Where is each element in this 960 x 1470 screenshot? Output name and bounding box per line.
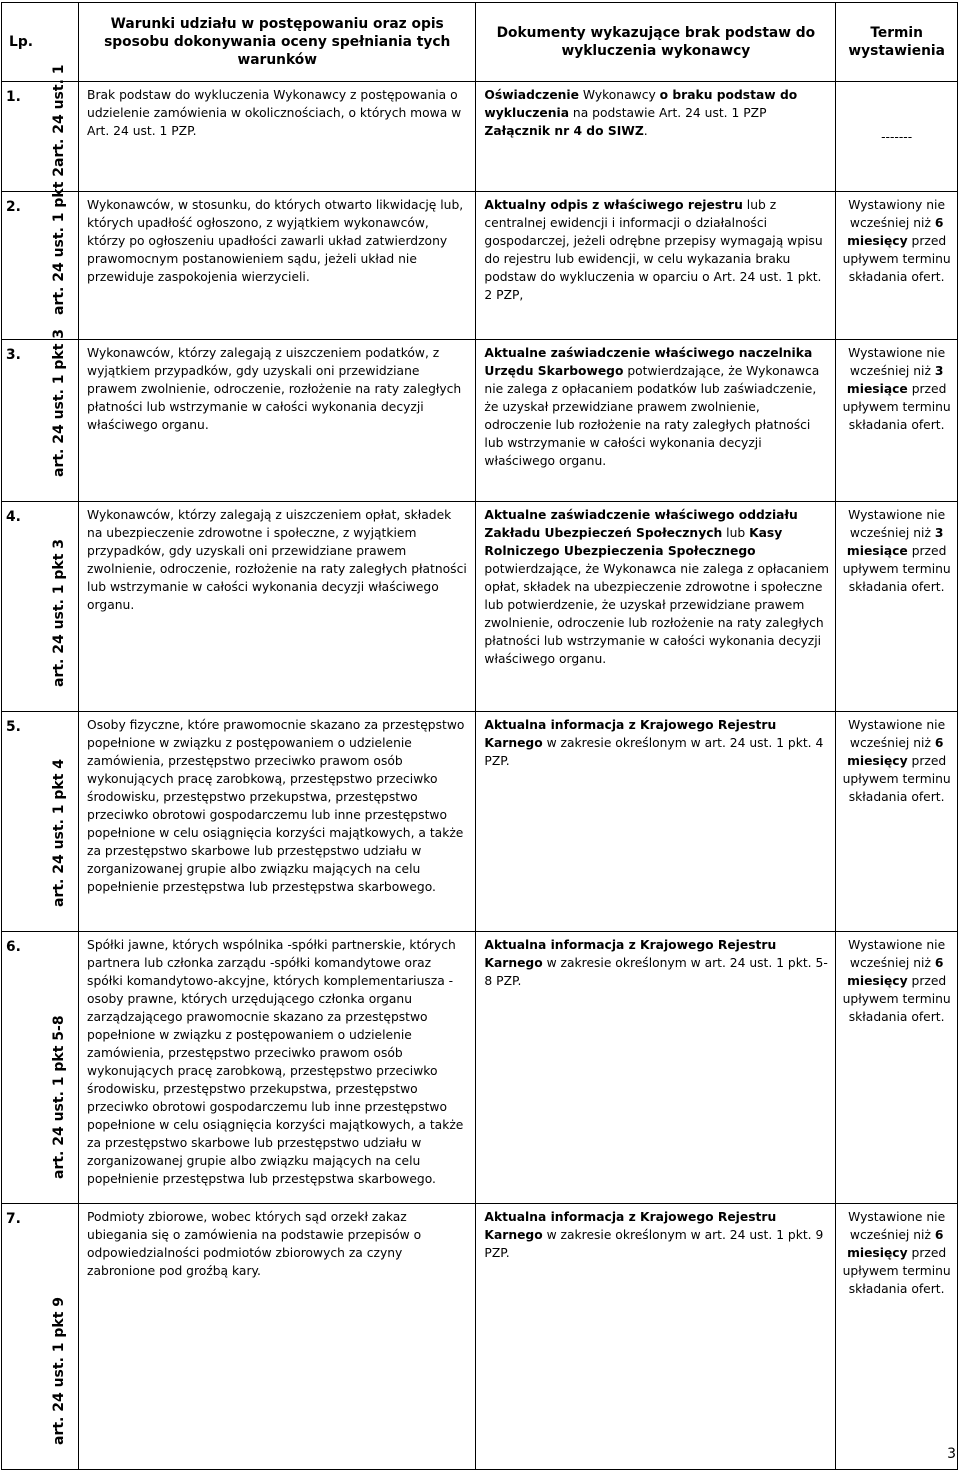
term-period: 3 miesiące xyxy=(846,364,944,396)
condition-text: Wykonawców, którzy zalegają z uiszczeniem podatków, z wyjątkiem przypadków, gdy uzyskali oni przewidziane prawem zwolnienie, odroczenie, rozłożenie na raty zaległych płatności lub wstrzymanie w całości wykonania decyzji właściwego organu. xyxy=(79,340,476,502)
term-text-c: przed upływem terminu składania ofert. xyxy=(842,754,951,804)
document-text xyxy=(476,712,836,932)
term-text-c: przed upływem terminu składania ofert. xyxy=(842,974,951,1024)
doc-text-1: Wykonawcy xyxy=(578,88,660,102)
doc-text-1: lub xyxy=(722,526,750,540)
condition-text: Brak podstaw do wykluczenia Wykonawcy z postępowania o udzielenie zamówienia w okolicznościach, o których mowa w Art. 24 ust. 1 PZP. xyxy=(79,82,476,192)
article-ref-cell xyxy=(40,712,79,932)
article-ref: art. 24 ust. 1 pkt 4 xyxy=(51,758,68,907)
article-ref: art. 24 ust. 1 pkt 2 xyxy=(51,166,68,315)
doc-text-1: lub z centralnej ewidencji i informacji o działalności gospodarczej, jeżeli odrębne przepisy wymagają wpisu do rejestru lub ewidencji, w celu wykazania braku podstaw do wykluczenia w oparciu o Art. 24 ust. 1 pkt. 2 PZP, xyxy=(484,198,823,302)
doc-bold-1: Oświadczenie xyxy=(484,88,579,102)
row-number: 1. xyxy=(2,82,41,192)
term-text-a: Wystawione nie wcześniej niż xyxy=(848,1210,946,1242)
doc-bold-1: Aktualne zaświadczenie właściwego naczelnika Urzędu Skarbowego xyxy=(484,346,813,378)
page-number: 3 xyxy=(947,1446,956,1462)
article-ref: art. 24 ust. 1 pkt 5-8 xyxy=(51,1015,68,1179)
doc-bold-3: Załącznik nr 4 do SIWZ xyxy=(484,124,644,138)
condition-text: Osoby fizyczne, które prawomocnie skazano za przestępstwo popełnione w związku z postępowaniem o udzielenie zamówienia, przestępstwo przeciwko prawom osób wykonujących pracę zarobkową, przestępstwo przeciwko środowisku, przestępstwo przekupstwa, przestępstwo przeciwko obrotowi gospodarczemu lub inne przestępstwo popełnione w celu osiągnięcia korzyści majątkowych, a także za przestępstwo skarbowe lub przestępstwo udziału w zorganizowanej grupie albo związku mających na celu popełnienie przestępstwa lub przestępstwa skarbowego. xyxy=(79,712,476,932)
term-cell xyxy=(836,340,958,502)
document-text xyxy=(476,82,836,192)
term-text-c: przed upływem terminu składania ofert. xyxy=(842,1246,951,1296)
condition-text: Wykonawców, w stosunku, do których otwarto likwidację lub, których upadłość ogłoszono, z wyjątkiem wykonawców, którzy po ogłoszeniu upadłości zawarli układ zatwierdzony prawomocnym postanowieniem sądu, jeżeli układ nie przewiduje zaspokojenia wierzycieli. xyxy=(79,192,476,340)
document-text xyxy=(476,340,836,502)
table-row xyxy=(2,82,958,192)
doc-text-2: na podstawie Art. 24 ust. 1 PZP xyxy=(569,106,767,120)
term-text-c: przed upływem terminu składania ofert. xyxy=(842,234,951,284)
doc-text-1: w zakresie określonym w art. 24 ust. 1 pkt. 9 PZP. xyxy=(484,1228,824,1260)
article-ref-cell xyxy=(40,932,79,1204)
document-text xyxy=(476,1204,836,1470)
term-cell xyxy=(836,1204,958,1470)
term-period: 6 miesięcy xyxy=(847,216,944,248)
term-cell xyxy=(836,192,958,340)
term-period: 3 miesiące xyxy=(846,526,944,558)
header-documents: Dokumenty wykazujące brak podstaw do wykluczenia wykonawcy xyxy=(476,3,836,82)
table-row xyxy=(2,502,958,712)
article-ref: art. 24 ust. 1 xyxy=(51,64,68,167)
term-text-a: Wystawione nie wcześniej niż xyxy=(848,938,946,970)
term-cell xyxy=(836,82,958,192)
term-text-a: Wystawione nie wcześniej niż xyxy=(848,718,946,750)
header-lp: Lp. xyxy=(2,3,41,82)
row-number: 2. xyxy=(2,192,41,340)
article-ref-cell xyxy=(40,166,79,340)
article-ref: art. 24 ust. 1 pkt 9 xyxy=(51,1296,68,1445)
doc-text-1: w zakresie określonym w art. 24 ust. 1 pkt. 5-8 PZP. xyxy=(484,956,828,988)
row-number: 5. xyxy=(2,712,41,932)
table-row xyxy=(2,932,958,1204)
condition-text: Spółki jawne, których wspólnika -spółki partnerskie, których partnera lub członka zarządu -spółki komandytowe oraz spółki komandytowo-akcyjne, których komplementariusza - osoby prawne, których urzędującego członka organu zarządzającego prawomocnie skazano za przestępstwo popełnione w związku z postępowaniem o udzielenie zamówienia, przestępstwo przeciwko prawom osób wykonujących pracę zarobkową, przestępstwo przeciwko środowisku, przestępstwo przekupstwa, przestępstwo przeciwko obrotowi gospodarczemu lub inne przestępstwo popełnione w celu osiągnięcia korzyści majątkowych, a także za przestępstwo skarbowe lub przestępstwo udziału w zorganizowanej grupie albo związku mających na celu popełnienie przestępstwa lub przestępstwa skarbowego. xyxy=(79,932,476,1204)
doc-bold-1: Aktualna informacja z Krajowego Rejestru Karnego xyxy=(484,1210,777,1242)
table-row xyxy=(2,1204,958,1470)
header-term: Termin wystawienia xyxy=(836,3,958,82)
doc-bold-1: Aktualna informacja z Krajowego Rejestru Karnego xyxy=(484,718,777,750)
row-number: 3. xyxy=(2,340,41,502)
article-ref-cell xyxy=(40,1204,79,1470)
article-ref-cell xyxy=(40,328,79,502)
doc-text-1: w zakresie określonym w art. 24 ust. 1 pkt. 4 PZP. xyxy=(484,736,824,768)
doc-text-2: potwierdzające, że Wykonawca nie zalega z opłacaniem opłat, składek na ubezpieczenie zdrowotne i społeczne lub potwierdzenie, że uzyskał przewidziane prawem zwolnienie, odroczenie lub rozłożenie na raty zaległych płatności lub wstrzymanie w całości wykonania decyzji właściwego organu. xyxy=(484,562,829,666)
row-number: 7. xyxy=(2,1204,41,1470)
term-text-c: przed upływem terminu składania ofert. xyxy=(842,544,951,594)
article-ref: art. 24 ust. 1 pkt 3 xyxy=(51,328,68,477)
term-cell xyxy=(836,502,958,712)
term-text-c: przed upływem terminu składania ofert. xyxy=(842,382,951,432)
condition-text: Podmioty zbiorowe, wobec których sąd orzekł zakaz ubiegania się o zamówienia na podstawie przepisów o odpowiedzialności podmiotów zbiorowych za czyny zabronione pod groźbą kary. xyxy=(79,1204,476,1470)
term-cell xyxy=(836,932,958,1204)
term-period: 6 miesięcy xyxy=(847,1228,944,1260)
condition-text: Wykonawców, którzy zalegają z uiszczeniem opłat, składek na ubezpieczenie zdrowotne i społeczne, z wyjątkiem przypadków, gdy uzyskali oni przewidziane prawem zwolnienie, odroczenie, rozłożenie na raty zaległych płatności lub wstrzymanie w całości wykonania decyzji właściwego organu. xyxy=(79,502,476,712)
table-row xyxy=(2,340,958,502)
doc-bold-1: Aktualny odpis z właściwego rejestru xyxy=(484,198,743,212)
doc-bold-1: Aktualne zaświadczenie właściwego oddziału Zakładu Ubezpieczeń Społecznych xyxy=(484,508,798,540)
table-row xyxy=(2,192,958,340)
document-text xyxy=(476,932,836,1204)
document-text xyxy=(476,502,836,712)
row-number: 6. xyxy=(2,932,41,1204)
table-row xyxy=(2,712,958,932)
term-text-a: Wystawione nie wcześniej niż xyxy=(848,508,946,540)
requirements-table xyxy=(1,2,958,1470)
header-conditions: Warunki udziału w postępowaniu oraz opis sposobu dokonywania oceny spełniania tych warunków xyxy=(79,3,476,82)
header-row xyxy=(2,3,958,82)
term-period: 6 miesięcy xyxy=(847,956,944,988)
document-text xyxy=(476,192,836,340)
doc-bold-2: o braku podstaw do wykluczenia xyxy=(484,88,798,120)
row-number: 4. xyxy=(2,502,41,712)
term-period: 6 miesięcy xyxy=(847,736,944,768)
doc-bold-2: Kasy Rolniczego Ubezpieczenia Społecznego xyxy=(484,526,783,558)
doc-text-1: potwierdzające, że Wykonawca nie zalega z opłacaniem podatków lub zaświadczenie, że uzyskał przewidziane prawem zwolnienie, odroczenie lub rozłożenie na raty zaległych płatności lub wstrzymanie w całości wykonania decyzji właściwego organu. xyxy=(484,364,820,468)
article-ref: art. 24 ust. 1 pkt 3 xyxy=(51,538,68,687)
term-cell xyxy=(836,712,958,932)
doc-text-3: . xyxy=(643,124,648,138)
article-ref-cell xyxy=(40,502,79,712)
doc-bold-1: Aktualna informacja z Krajowego Rejestru Karnego xyxy=(484,938,777,970)
term-text-a: ------- xyxy=(881,129,913,144)
term-text-a: Wystawione nie wcześniej niż xyxy=(848,346,946,378)
term-text-a: Wystawiony nie wcześniej niż xyxy=(848,198,946,230)
